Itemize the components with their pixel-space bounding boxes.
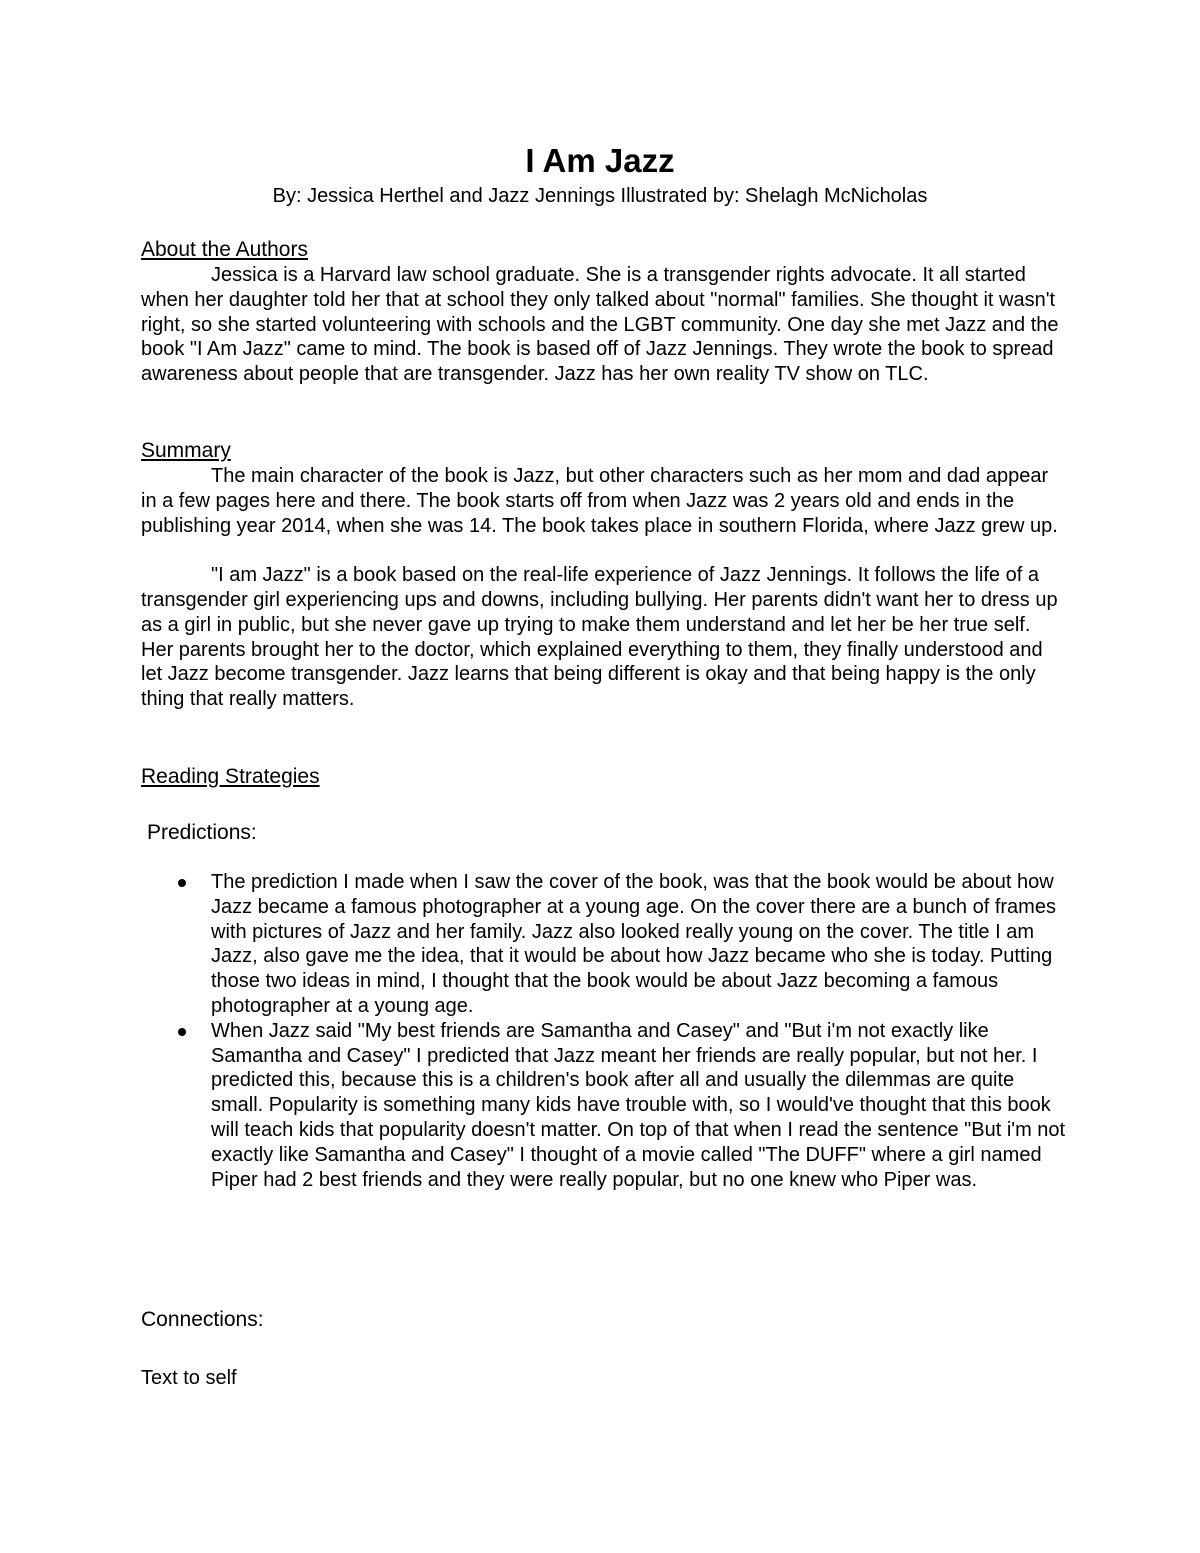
reading-strategies-heading-wrap — [141, 764, 1066, 790]
predictions-list — [211, 870, 1066, 1192]
about-heading: About the Authors — [141, 238, 308, 261]
list-item — [211, 870, 1066, 1019]
about-paragraph: Jessica is a Harvard law school graduate. She is a transgender rights advocate. It all started when her daughter told her that at school they only talked about "normal" families. She thought it wasn't right, so she started volunteering with schools and the LGBT community. One day she met Jazz and the book "I Am Jazz" came to mind. The book is based off of Jazz Jennings. They wrote the book to spread awareness about people that are transgender. Jazz has her own reality TV show on TLC. — [141, 264, 1059, 386]
summary-section — [141, 438, 1066, 712]
summary-paragraph-2: "I am Jazz" is a book based on the real-life experience of Jazz Jennings. It follows the life of a transgender girl experiencing ups and downs, including bullying. Her parents didn't want her to dress up as a girl in public, but she never gave up trying to make them understand and let her be her true self. Her parents brought her to the doctor, which explained everything to them, they finally understood and let Jazz become transgender. Jazz learns that being different is okay and that being happy is the only thing that really matters. — [141, 564, 1058, 711]
summary-paragraph-1: The main character of the book is Jazz, but other characters such as her mom and dad appear in a few pages here and there. The book starts off from when Jazz was 2 years old and ends in the publishing year 2014, when she was 14. The book takes place in southern Florida, where Jazz grew up. — [141, 465, 1058, 537]
list-item — [211, 1019, 1066, 1193]
bullet-icon — [178, 1028, 186, 1036]
predictions-label: Predictions: — [147, 821, 257, 844]
summary-heading: Summary — [141, 439, 231, 462]
connections-label: Connections: — [141, 1308, 264, 1331]
byline: By: Jessica Herthel and Jazz Jennings Illustrated by: Shelagh McNicholas — [272, 185, 928, 207]
about-section — [141, 237, 1066, 387]
page-title: I Am Jazz — [525, 142, 675, 179]
bullet-icon — [178, 879, 186, 887]
text-to-self-label: Text to self — [141, 1367, 237, 1389]
prediction-text: When Jazz said "My best friends are Samantha and Casey" and "But i'm not exactly like Samantha and Casey" I predicted that Jazz meant her friends are really popular, but not her. I predicted this, because this is a children's book after all and usually the dilemmas are quite small. Popularity is something many kids have trouble with, so I would've thought that this book will teach kids that popularity doesn't matter. On top of that when I read the sentence "But i'm not exactly like Samantha and Casey" I thought of a movie called "The DUFF" where a girl named Piper had 2 best friends and they were really popular, but no one knew who Piper was. — [211, 1019, 1066, 1191]
reading-strategies-heading: Reading Strategies — [141, 765, 320, 788]
prediction-text: The prediction I made when I saw the cover of the book, was that the book would be about how Jazz became a famous photographer at a young age. On the cover there are a bunch of frames with pictures of Jazz and her family. Jazz also looked really young on the cover. The title I am Jazz, also gave me the idea, that it would be about how Jazz became who she is today. Putting those two ideas in mind, I thought that the book would be about Jazz becoming a famous photographer at a young age. — [211, 871, 1056, 1017]
